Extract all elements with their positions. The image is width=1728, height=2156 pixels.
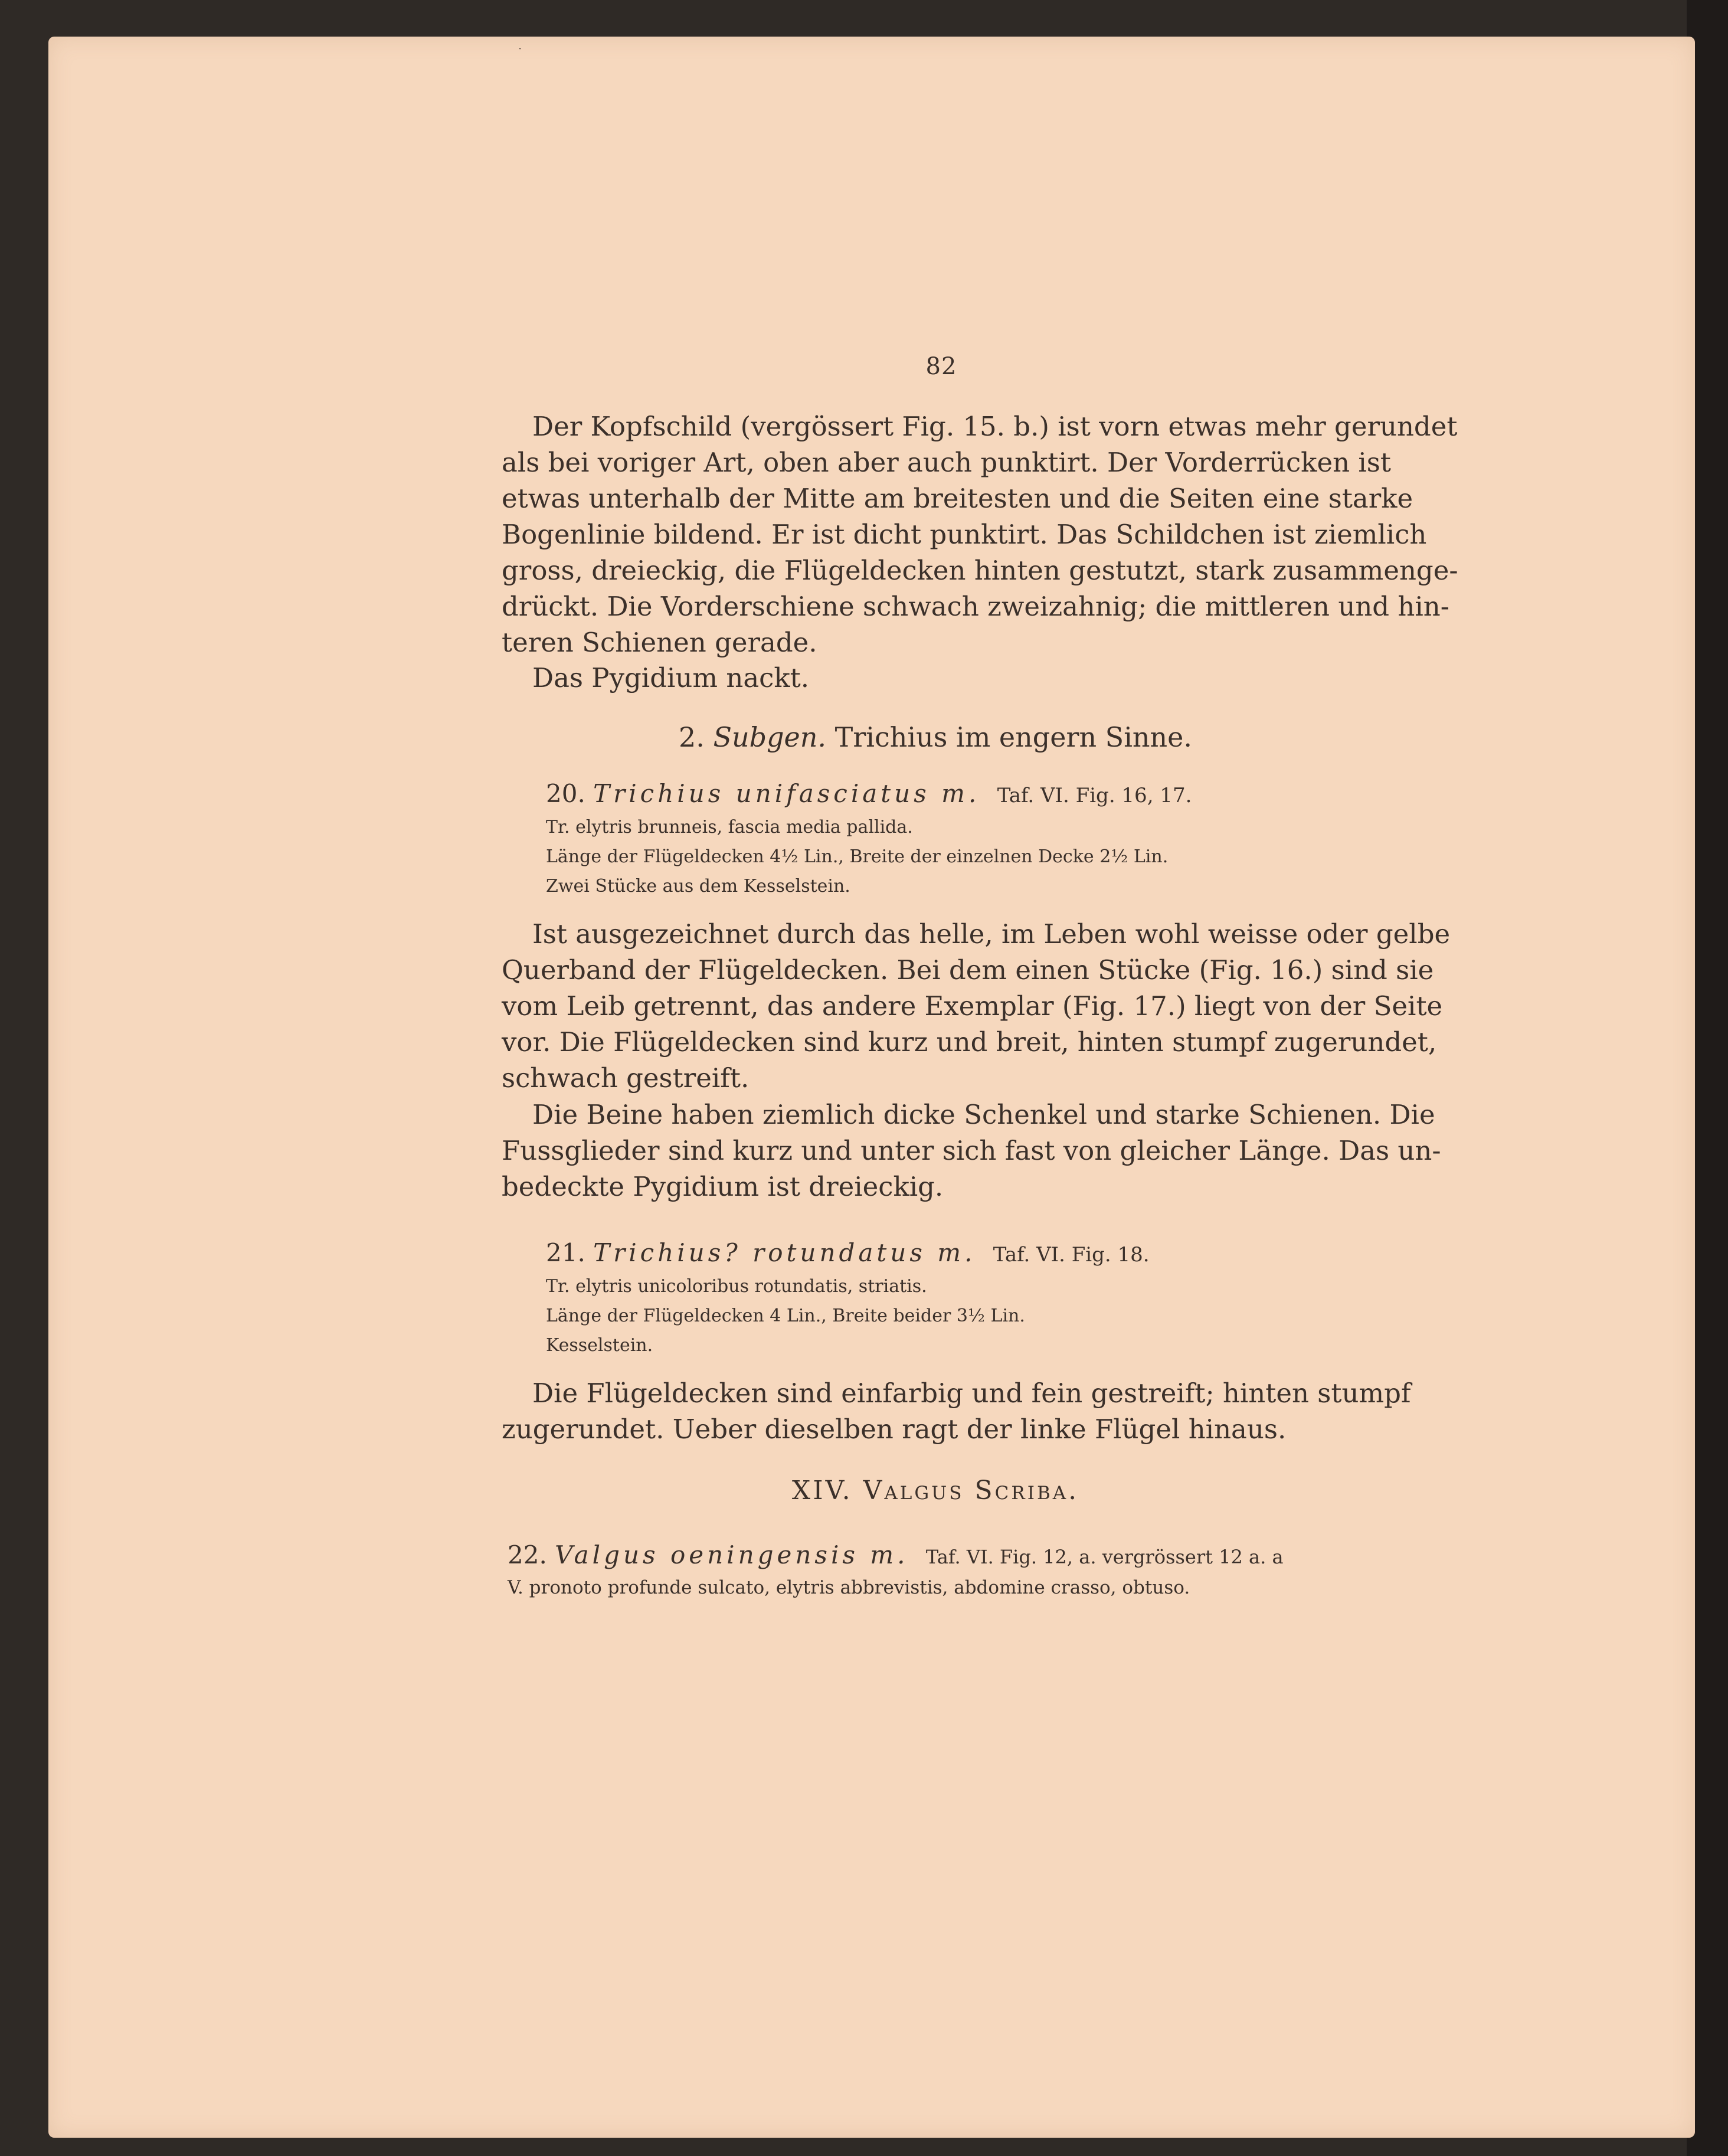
intro-paragraph xyxy=(502,408,1458,660)
diagnosis-line: Kesselstein. xyxy=(546,1335,653,1356)
entry-number: 22. xyxy=(508,1540,547,1569)
text-line: Fussglieder sind kurz und unter sich fast von gleicher Länge. Das un- xyxy=(502,1135,1441,1166)
text-line: bedeckte Pygidium ist dreieckig. xyxy=(502,1171,944,1202)
entry-20-heading xyxy=(546,779,1192,808)
entry-20-diagnosis xyxy=(546,813,1168,901)
plate-reference: Taf. VI. Fig. 12, a. vergrössert 12 a. a xyxy=(925,1546,1284,1568)
diagnosis-line: Tr. elytris brunneis, fascia media pallida. xyxy=(546,817,913,837)
entry-21-paragraph xyxy=(502,1375,1411,1447)
subgenus-heading xyxy=(502,721,1369,753)
plate-reference: Taf. VI. Fig. 16, 17. xyxy=(997,784,1192,807)
subgenus-name: Trichius im engern Sinne. xyxy=(834,721,1193,753)
entry-number: 20. xyxy=(546,779,585,808)
entry-22-diagnosis: V. pronoto profunde sulcato, elytris abbrevistis, abdomine crasso, obtuso. xyxy=(508,1577,1190,1598)
text-line: Das Pygidium nackt. xyxy=(532,662,810,693)
text-line: Die Flügeldecken sind einfarbig und fein gestreift; hinten stumpf xyxy=(532,1378,1411,1409)
text-line: drückt. Die Vorderschiene schwach zweizahnig; die mittleren und hin- xyxy=(502,591,1449,622)
section-heading: XIV. Valgus Scriba. xyxy=(791,1475,1079,1506)
entry-number: 21. xyxy=(546,1238,585,1267)
text-line: schwach gestreift. xyxy=(502,1062,750,1094)
text-line: Die Beine haben ziemlich dicke Schenkel und starke Schienen. Die xyxy=(532,1099,1435,1130)
text-line: Der Kopfschild (vergössert Fig. 15. b.) ist vorn etwas mehr gerundet xyxy=(532,411,1458,442)
text-line: vor. Die Flügeldecken sind kurz und breit, hinten stumpf zugerundet, xyxy=(502,1026,1437,1058)
text-line: Bogenlinie bildend. Er ist dicht punktirt. Das Schildchen ist ziemlich xyxy=(502,519,1427,550)
diagnosis-line: Zwei Stücke aus dem Kesselstein. xyxy=(546,876,850,897)
species-name: Trichius? rotundatus m. xyxy=(593,1238,976,1267)
diagnosis-line: Länge der Flügeldecken 4½ Lin., Breite der einzelnen Decke 2½ Lin. xyxy=(546,846,1169,867)
pygidium-note xyxy=(532,660,1400,696)
page-number: 82 xyxy=(925,353,957,380)
entry-20-paragraph-1 xyxy=(502,916,1451,1096)
text-line: Querband der Flügeldecken. Bei dem einen Stücke (Fig. 16.) sind sie xyxy=(502,954,1434,986)
species-name: Valgus oeningensis m. xyxy=(555,1540,909,1569)
text-line: zugerundet. Ueber dieselben ragt der linke Flügel hinaus. xyxy=(502,1414,1287,1445)
text-line: etwas unterhalb der Mitte am breitesten und die Seiten eine starke xyxy=(502,483,1413,514)
species-name: Trichius unifasciatus m. xyxy=(593,779,980,808)
stray-mark: · xyxy=(518,41,522,55)
subgenus-number: 2. xyxy=(678,721,705,753)
text-line: Ist ausgezeichnet durch das helle, im Leben wohl weisse oder gelbe xyxy=(532,918,1451,950)
text-line: als bei voriger Art, oben aber auch punktirt. Der Vorderrücken ist xyxy=(502,447,1391,478)
diagnosis-line: Länge der Flügeldecken 4 Lin., Breite beider 3½ Lin. xyxy=(546,1306,1025,1326)
text-line: gross, dreieckig, die Flügeldecken hinten gestutzt, stark zusammenge- xyxy=(502,555,1458,586)
text-line: vom Leib getrennt, das andere Exemplar (Fig. 17.) liegt von der Seite xyxy=(502,990,1443,1022)
plate-reference: Taf. VI. Fig. 18. xyxy=(993,1243,1150,1267)
subgenus-label: Subgen. xyxy=(713,721,827,753)
entry-21-diagnosis xyxy=(546,1272,1025,1360)
entry-21-heading xyxy=(546,1238,1150,1267)
entry-20-paragraph-2 xyxy=(502,1097,1441,1205)
text-line: teren Schienen gerade. xyxy=(502,627,817,658)
entry-22-heading xyxy=(508,1540,1284,1569)
diagnosis-line: Tr. elytris unicoloribus rotundatis, striatis. xyxy=(546,1276,927,1297)
